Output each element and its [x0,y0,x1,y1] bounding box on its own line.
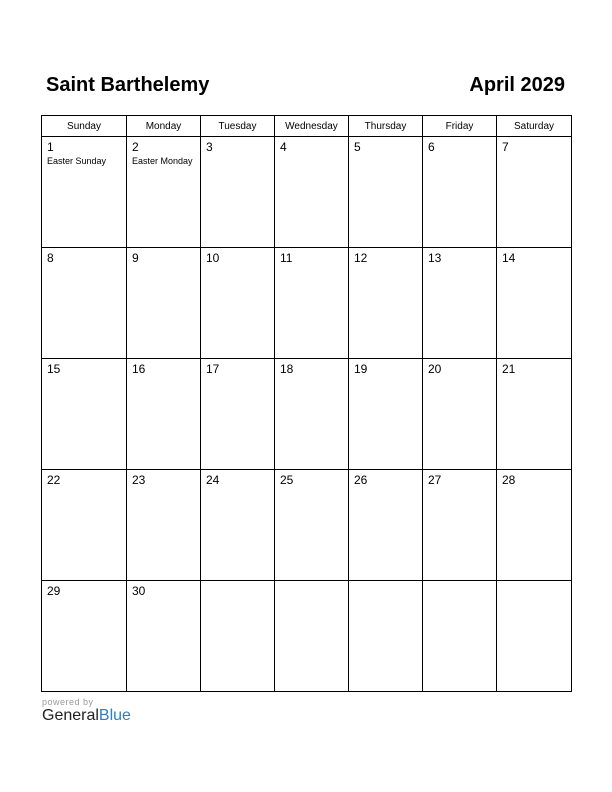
day-number: 2 [132,140,139,154]
weekday-friday: Friday [423,116,497,137]
weekday-saturday: Saturday [497,116,572,137]
day-cell [201,248,275,359]
day-number: 25 [280,473,294,487]
day-number: 15 [47,362,61,376]
day-number: 22 [47,473,61,487]
day-cell [42,137,127,248]
day-cell [42,248,127,359]
day-cell [423,137,497,248]
calendar-header [46,70,565,100]
day-cell [275,248,349,359]
day-cell [127,581,201,692]
calendar-body [42,137,572,692]
day-cell [349,248,423,359]
day-cell [497,137,572,248]
day-cell [423,470,497,581]
day-cell [42,359,127,470]
day-number: 24 [206,473,220,487]
week-row [42,581,572,692]
day-number: 28 [502,473,516,487]
day-number: 30 [132,584,146,598]
calendar-grid [41,115,572,692]
day-number: 26 [354,473,368,487]
day-number: 21 [502,362,516,376]
day-cell [349,581,423,692]
day-number: 23 [132,473,146,487]
day-cell [423,359,497,470]
weekday-header-row [42,116,572,137]
day-cell [497,359,572,470]
day-cell [127,470,201,581]
country-title: Saint Barthelemy [46,73,210,96]
day-cell [423,581,497,692]
day-cell [201,470,275,581]
week-row [42,137,572,248]
day-cell [423,248,497,359]
day-number: 18 [280,362,294,376]
brand-general: General [42,707,99,724]
weekday-tuesday: Tuesday [201,116,275,137]
footer [42,697,131,725]
day-cell [127,248,201,359]
day-cell [127,137,201,248]
weekday-wednesday: Wednesday [275,116,349,137]
day-number: 9 [132,251,139,265]
day-number: 3 [206,140,213,154]
day-number: 14 [502,251,516,265]
day-number: 19 [354,362,368,376]
day-cell [275,470,349,581]
day-number: 11 [280,251,293,265]
day-cell [349,470,423,581]
weekday-monday: Monday [127,116,201,137]
day-number: 7 [502,140,509,154]
day-cell [349,359,423,470]
holiday-label: Easter Sunday [47,156,107,166]
day-cell [275,581,349,692]
day-cell [42,470,127,581]
day-cell [275,359,349,470]
brand-blue: Blue [98,707,131,724]
weekday-thursday: Thursday [349,116,423,137]
day-number: 20 [428,362,442,376]
week-row [42,359,572,470]
day-number: 10 [206,251,220,265]
day-number: 17 [206,362,220,376]
day-cell [127,359,201,470]
day-number: 29 [47,584,61,598]
month-year-title: April 2029 [469,73,565,96]
day-cell [349,137,423,248]
day-cell [201,137,275,248]
day-number: 5 [354,140,361,154]
day-cell [275,137,349,248]
week-row [42,248,572,359]
day-number: 6 [428,140,435,154]
day-number: 8 [47,251,54,265]
day-cell [42,581,127,692]
weekday-sunday: Sunday [42,116,127,137]
day-number: 16 [132,362,146,376]
day-number: 13 [428,251,442,265]
powered-by-text: powered by [42,697,94,707]
day-number: 1 [47,140,54,154]
day-number: 4 [280,140,287,154]
week-row [42,470,572,581]
holiday-label: Easter Monday [132,156,193,166]
day-cell [201,359,275,470]
day-number: 27 [428,473,442,487]
day-cell [497,581,572,692]
day-cell [201,581,275,692]
day-number: 12 [354,251,368,265]
generalblue-logo [42,707,131,725]
day-cell [497,470,572,581]
day-cell [497,248,572,359]
